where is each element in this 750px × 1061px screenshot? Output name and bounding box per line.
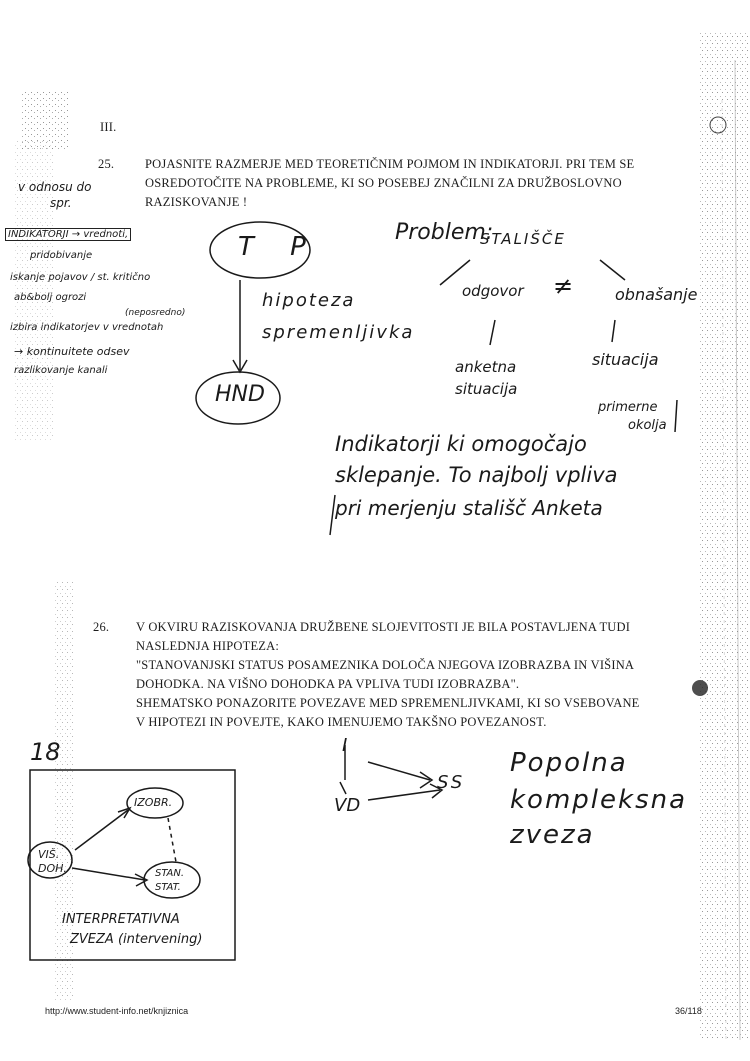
q25-line-3: RAZISKOVANJE ! [145, 195, 248, 209]
q25-number: 25. [98, 157, 115, 171]
hand-iv-bottom: VD [334, 795, 361, 816]
hand-popolna-3: zveza [510, 820, 595, 850]
hand-primerne: primerne [598, 400, 658, 415]
hand-tp: T P [238, 232, 320, 262]
q26-number: 26. [93, 620, 110, 634]
hand-indikator-2: sklepanje. To najbolj vpliva [335, 463, 618, 487]
hand-anketna: anketna [455, 358, 517, 376]
hand-margin-1: v odnosu do [18, 180, 92, 194]
hand-situacija-1: situacija [455, 380, 518, 398]
q25-line-1: POJASNITE RAZMERJE MED TEORETIČNIM POJMOM IN INDIKATORJI. PRI TEM SE [145, 157, 635, 171]
hand-margin-9: → kontinuitete odsev [14, 345, 130, 358]
hand-margin-5: iskanje pojavov / st. kritično [10, 272, 151, 283]
hand-margin-10: razlikovanje kanali [14, 365, 108, 376]
hand-margin-7: (neposredno) [125, 308, 186, 318]
hand-box-izobr: IZOBR. [134, 796, 173, 809]
hand-iv-top: I [342, 735, 348, 756]
hand-box-stan-2: STAT. [155, 882, 181, 893]
hand-box-visdoh-2: DOH. [38, 862, 67, 875]
footer-page-number: 36/118 [675, 1006, 702, 1016]
hand-box-stan-1: STAN. [155, 868, 185, 879]
q26-line-6: V HIPOTEZI IN POVEJTE, KAKO IMENUJEMO TAKŠNO POVEZANOST. [136, 715, 547, 729]
hand-ss: SS [437, 772, 466, 793]
footer-url-link[interactable]: http://www.student-info.net/knjiznica [45, 1006, 189, 1016]
hand-popolna-2: kompleksna [510, 785, 688, 815]
hand-neq: ≠ [553, 272, 574, 300]
q26-line-4: DOHODKA. NA VIŠNO DOHODKA PA VPLIVA TUDI IZOBRAZBA". [136, 677, 520, 691]
q26-line-1: V OKVIRU RAZISKOVANJA DRUŽBENE SLOJEVITOSTI JE BILA POSTAVLJENA TUDI [136, 620, 631, 634]
hand-okolja: okolja [628, 418, 667, 433]
hand-indikator-1: Indikatorji ki omogočajo [335, 432, 587, 456]
hand-hnd: HND [215, 382, 265, 407]
hand-situacija-2: situacija [592, 350, 659, 369]
hand-margin-4: pridobivanje [30, 250, 93, 261]
hand-problem: Problem: [395, 220, 494, 245]
q26-line-2: NASLEDNJA HIPOTEZA: [136, 639, 280, 653]
hand-staliisce: STALIŠČE [480, 230, 566, 248]
hand-box-label-2: ZVEZA (intervening) [70, 932, 203, 947]
hand-margin-6: ab&bolj ogrozi [14, 292, 87, 303]
hand-obnasanje: obnašanje [615, 285, 698, 304]
q25-line-2: OSREDOTOČITE NA PROBLEME, KI SO POSEBEJ ZNAČILNI ZA DRUŽBOSLOVNO [145, 176, 622, 190]
hand-odgovor: odgovor [462, 282, 524, 300]
hand-margin-3: INDIKATORJI → vrednoti, [5, 228, 131, 241]
hand-popolna-1: Popolna [510, 748, 628, 778]
q26-line-5: SHEMATSKO PONAZORITE POVEZAVE MED SPREMENLJIVKAMI, KI SO VSEBOVANE [136, 696, 640, 710]
hand-hipoteza: hipoteza [262, 290, 356, 311]
hand-score: 18 [30, 738, 61, 766]
q26-line-3: "STANOVANJSKI STATUS POSAMEZNIKA DOLOČA NJEGOVA IZOBRAZBA IN VIŠINA [136, 658, 635, 672]
hand-box-visdoh-1: VIŠ. [38, 848, 60, 861]
hand-spremenljivka: spremenljivka [262, 322, 415, 343]
hand-indikator-3: pri merjenju stališč Anketa [335, 496, 603, 520]
hand-box-label-1: INTERPRETATIVNA [62, 912, 180, 927]
section-number: III. [100, 120, 117, 134]
hand-margin-2: spr. [50, 196, 72, 210]
hand-margin-8: izbira indikatorjev v vrednotah [10, 322, 164, 333]
